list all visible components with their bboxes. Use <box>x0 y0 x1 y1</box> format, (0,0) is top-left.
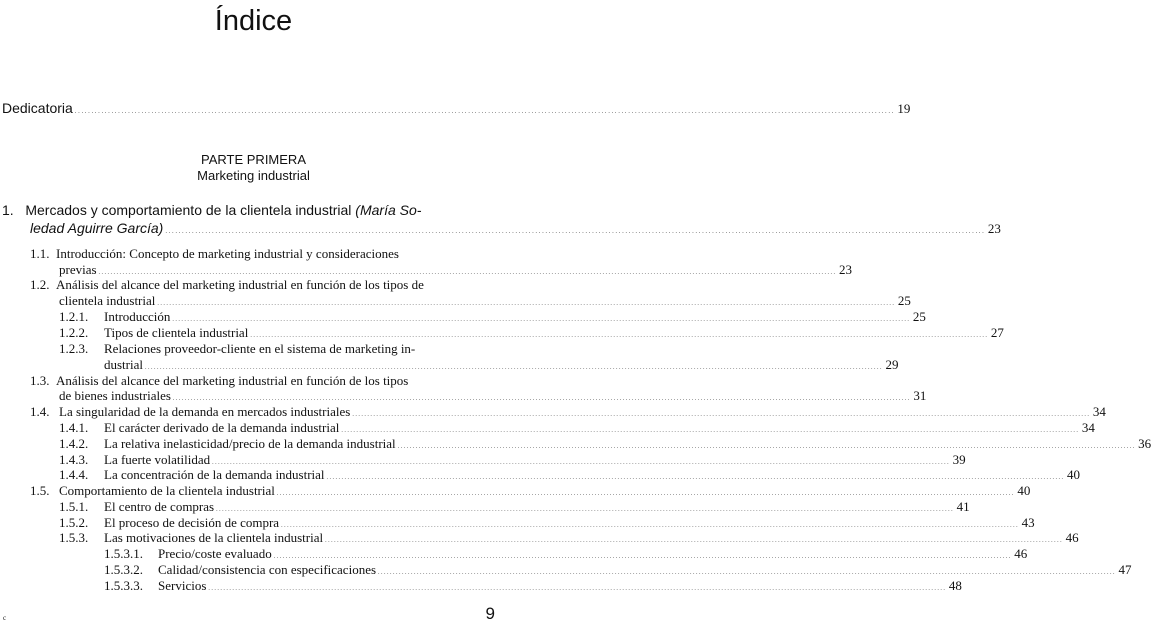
section-number: 1.4. <box>30 404 50 419</box>
dot-leader <box>327 467 1064 483</box>
section-number: 1.2.2. <box>59 325 89 340</box>
dot-leader <box>325 530 1062 546</box>
section-text: El carácter derivado de la demanda industrial <box>104 420 340 435</box>
section-number: 1.4.3. <box>59 452 89 467</box>
toc-page-number: 40 <box>1017 483 1031 498</box>
toc-entry-1-4-2[interactable] <box>59 436 1151 452</box>
dot-leader <box>352 404 1089 420</box>
toc-page-number: 46 <box>1014 546 1028 561</box>
dot-leader <box>173 388 910 404</box>
toc-entry-1-2-2[interactable] <box>59 325 1004 341</box>
dot-leader <box>341 420 1078 436</box>
section-number: 1.5.3.3. <box>104 578 143 593</box>
section-number: 1.5. <box>30 483 50 498</box>
section-text: Comportamiento de la clientela industrial <box>59 483 275 498</box>
toc-page-number: 23 <box>839 262 853 277</box>
toc-page-number: 46 <box>1065 530 1079 545</box>
toc-entry-1-4-1[interactable] <box>59 420 1095 436</box>
section-text: Introducción: Concepto de marketing industrial y consideraciones <box>56 246 399 261</box>
toc-entry-1-2[interactable] <box>30 277 424 293</box>
toc-page-number: 27 <box>990 325 1004 340</box>
toc-page-number: 29 <box>885 357 899 372</box>
section-text: La relativa inelasticidad/precio de la demanda industrial <box>104 436 396 451</box>
section-number: 1.5.3.2. <box>104 562 143 577</box>
dot-leader <box>172 309 909 325</box>
toc-entry-1-4-4[interactable] <box>59 467 1081 483</box>
toc-entry-1-3-line-2[interactable] <box>59 388 927 404</box>
dot-leader <box>99 262 836 278</box>
page-number: 9 <box>485 604 495 623</box>
dot-leader <box>75 100 894 116</box>
chapter-1-line-2[interactable] <box>30 220 1001 237</box>
toc-page-number: 31 <box>913 388 927 403</box>
dot-leader <box>145 357 882 373</box>
toc-page-number: 34 <box>1081 420 1095 435</box>
toc-entry-label: Dedicatoria <box>2 100 73 116</box>
section-number: 1.3. <box>30 373 50 388</box>
toc-page-number: 40 <box>1067 467 1081 482</box>
toc-page-number: 43 <box>1021 515 1035 530</box>
toc-page-number: 25 <box>912 309 926 324</box>
section-number: 1.4.1. <box>59 420 89 435</box>
toc-page-number: 23 <box>987 221 1001 236</box>
section-text: Servicios <box>158 578 207 593</box>
toc-entry-1-2-3-line-2[interactable] <box>104 357 899 373</box>
section-text: La fuerte volatilidad <box>104 452 211 467</box>
toc-entry-1-5-3-2[interactable] <box>104 562 1132 578</box>
dot-leader <box>281 515 1018 531</box>
chapter-author-cont: ledad Aguirre García) <box>30 220 164 236</box>
section-text: Precio/coste evaluado <box>158 546 272 561</box>
dot-leader <box>398 436 1135 452</box>
section-number: 1.2.1. <box>59 309 89 324</box>
dot-leader <box>378 562 1115 578</box>
toc-page-number: 36 <box>1138 436 1151 451</box>
toc-page-number: 47 <box>1118 562 1132 577</box>
toc-page-number: 39 <box>952 452 966 467</box>
section-text: Las motivaciones de la clientela industrial <box>104 530 324 545</box>
toc-page-number: 25 <box>897 293 911 308</box>
section-number: 1.1. <box>30 246 50 261</box>
section-number: 1.5.2. <box>59 515 89 530</box>
toc-entry-1-1-line-2[interactable] <box>59 262 853 278</box>
toc-entry-1-5-3[interactable] <box>59 530 1079 546</box>
dot-leader <box>274 546 1011 562</box>
chapter-1-title[interactable] <box>2 202 421 218</box>
section-number: 1.5.3.1. <box>104 546 143 561</box>
section-text-cont: previas <box>59 262 97 277</box>
section-text-cont: clientela industrial <box>59 293 156 308</box>
section-number: 1.4.4. <box>59 467 89 482</box>
section-text: Análisis del alcance del marketing industrial en función de los tipos <box>56 373 409 388</box>
section-number: 1.5.3. <box>59 530 89 545</box>
part-heading: PARTE PRIMERA <box>201 152 306 167</box>
section-text-cont: dustrial <box>104 357 143 372</box>
toc-entry-1-2-line-2[interactable] <box>59 293 911 309</box>
section-text-cont: de bienes industriales <box>59 388 171 403</box>
dot-leader <box>212 452 949 468</box>
chapter-author: (María So- <box>355 202 422 218</box>
section-text: El proceso de decisión de compra <box>104 515 280 530</box>
section-text: El centro de compras <box>104 499 215 514</box>
toc-entry-1-5[interactable] <box>30 483 1031 499</box>
toc-entry-1-5-3-3[interactable] <box>104 578 962 594</box>
section-number: 1.4.2. <box>59 436 89 451</box>
section-text: Tipos de clientela industrial <box>104 325 249 340</box>
dot-leader <box>165 220 984 236</box>
section-number: 1.5.1. <box>59 499 89 514</box>
dot-leader <box>216 499 953 515</box>
section-text: Análisis del alcance del marketing industrial en función de los tipos de <box>56 277 424 292</box>
dot-leader <box>208 578 945 594</box>
toc-entry-dedicatoria[interactable] <box>2 100 911 117</box>
toc-entry-1-5-2[interactable] <box>59 515 1035 531</box>
toc-entry-1-5-3-1[interactable] <box>104 546 1028 562</box>
chapter-title: Mercados y comportamiento de la clientela industrial <box>25 202 356 218</box>
dot-leader <box>250 325 987 341</box>
section-number: 1.2.3. <box>59 341 89 356</box>
toc-entry-1-4-3[interactable] <box>59 452 966 468</box>
corner-mark: c <box>3 614 7 622</box>
toc-entry-1-2-1[interactable] <box>59 309 926 325</box>
section-text: Introducción <box>104 309 171 324</box>
toc-page-number: 19 <box>897 101 911 116</box>
section-text: La singularidad de la demanda en mercados industriales <box>59 404 351 419</box>
toc-entry-1-1[interactable] <box>30 246 399 262</box>
toc-entry-1-4[interactable] <box>30 404 1106 420</box>
dot-leader <box>157 293 894 309</box>
section-text: La concentración de la demanda industrial <box>104 467 325 482</box>
dot-leader <box>277 483 1014 499</box>
toc-entry-1-5-1[interactable] <box>59 499 970 515</box>
section-text: Calidad/consistencia con especificaciones <box>158 562 377 577</box>
page-title: Índice <box>214 5 293 37</box>
toc-page-number: 41 <box>956 499 970 514</box>
toc-entry-1-2-3[interactable] <box>59 341 415 357</box>
part-subheading: Marketing industrial <box>197 168 310 183</box>
section-number: 1.2. <box>30 277 50 292</box>
toc-page-number: 34 <box>1092 404 1106 419</box>
section-text: Relaciones proveedor-cliente en el sistema de marketing in- <box>104 341 416 356</box>
chapter-number: 1. <box>2 202 14 218</box>
toc-entry-1-3[interactable] <box>30 373 408 389</box>
toc-page-number: 48 <box>948 578 962 593</box>
